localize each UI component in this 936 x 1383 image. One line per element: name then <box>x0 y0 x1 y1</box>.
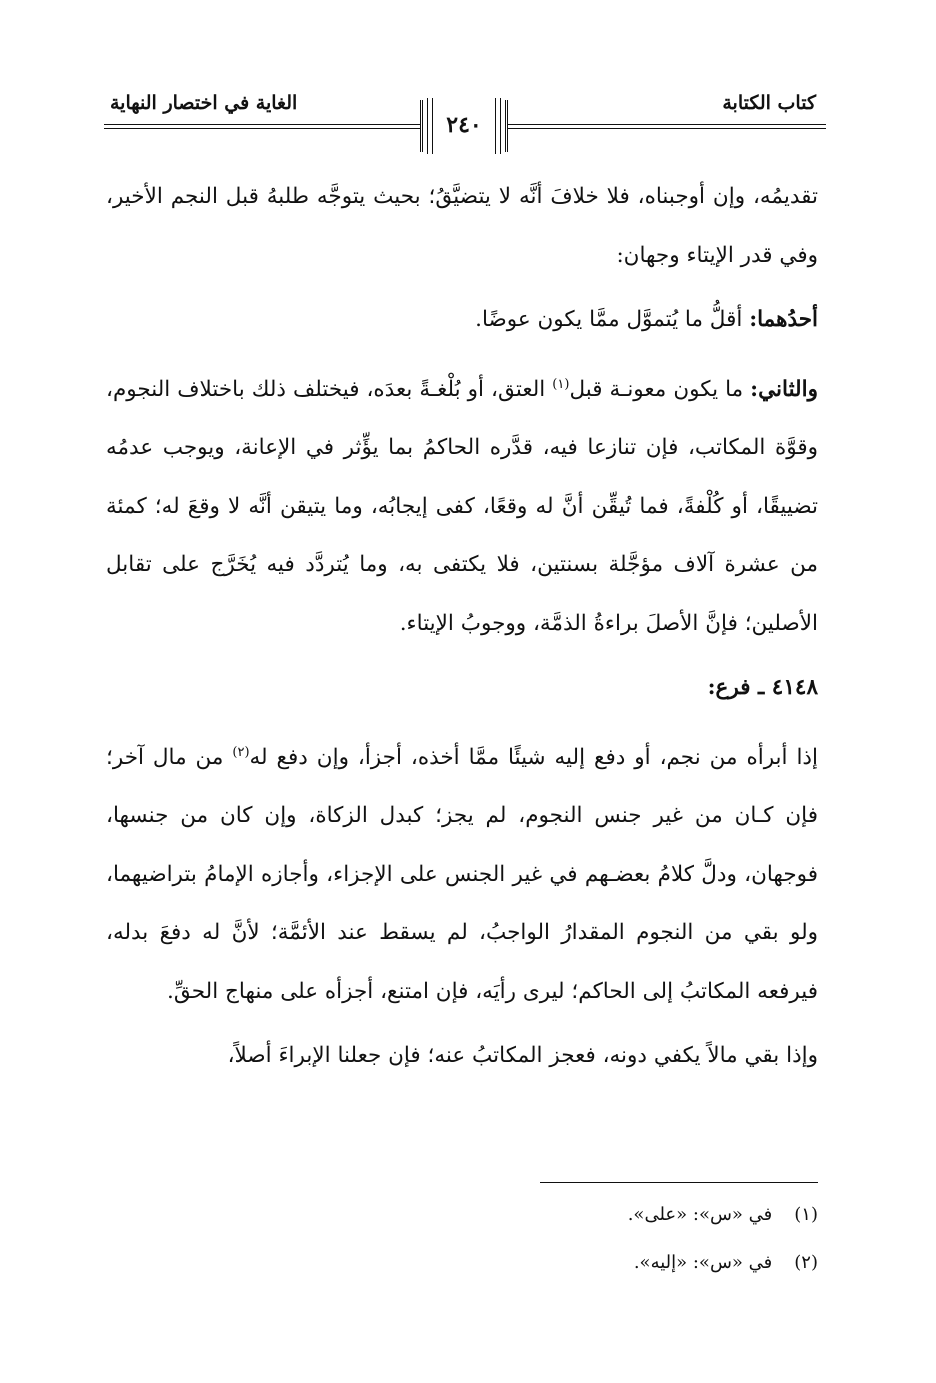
branch-text-a: إذا أبرأه من نجم، أو دفع إليه شيئًا ممَّا أخذه، أجزأ، وإن دفع له <box>249 744 818 770</box>
section-heading: ٤١٤٨ ـ فرع: <box>707 675 818 701</box>
paragraph-first-opinion <box>106 291 818 350</box>
paragraph-second-opinion <box>106 356 818 654</box>
footnote-rule <box>540 1182 818 1183</box>
footnote-1-text: في «س»: «على». <box>627 1204 773 1225</box>
footnote-1 <box>628 1204 818 1225</box>
first-opinion-text: أقلُّ ما يُتموَّل ممَّا يكون عوضًا. <box>475 307 743 332</box>
paragraph-1: تقديمُه، وإن أوجبناه، فلا خلافَ أنَّه لا يتضيَّقُ؛ بحيث يتوجَّه طلبهُ قبل النجم الأخير، وفي قدر الإيتاء وجهان: <box>106 184 818 268</box>
main-text <box>106 168 818 1086</box>
second-opinion-label: والثاني: <box>750 376 818 402</box>
running-header-book-title: الغاية في اختصار النهاية <box>110 92 298 114</box>
running-header-chapter: كتاب الكتابة <box>722 92 816 114</box>
footnote-ref-1[interactable]: (١) <box>552 376 570 392</box>
page-number: ٢٤٠ <box>446 112 482 138</box>
second-opinion-text-a: ما يكون معونـة قبل <box>569 376 744 402</box>
footnote-2-number: (٢) <box>794 1252 818 1273</box>
footnote-2 <box>634 1252 818 1273</box>
paragraph-branch <box>106 724 818 1022</box>
footnote-2-text: في «س»: «إليه». <box>633 1252 773 1273</box>
footnote-1-number: (١) <box>794 1204 818 1225</box>
branch-text-b: من مال آخر؛ فإن كـان من غير جنس النجوم، لم يجز؛ كبدل الزكاة، وإن كان من جنسها، فوجهان، ودلَّ كلامُ بعضـهم في غير الجنس على الإجزاء، وأجازه الإمامُ بتراضيهما، ولو بقي من النجوم المقدارُ الواجبُ، لم يسقط عند الأئمَّة؛ لأنَّ له دفعَ بدله، فيرفعه المكاتبُ إلى الحاكم؛ ليرى رأيَه، فإن امتنع، أجزأه على منهاج الحقِّ. <box>106 744 818 1004</box>
paragraph-last: وإذا بقي مالاً يكفي دونه، فعجز المكاتبُ عنه؛ فإن جعلنا الإبراءَ أصلاً، <box>227 1043 818 1069</box>
second-opinion-text-b: العتق، أو بُلْغـةً بعدَه، فيختلف ذلك باختلاف النجوم، وقوَّة المكاتب، فإن تنازعا فيه، قدَّره الحاكمُ بما يؤِّثر في الإعانة، ويوجب عدمُه تضييقًا، أو كُلْفةً، فما تُيقِّن أنَّ له وقعًا، كفى إيجابُه، وما يتيقن أنَّه لا وقعَ له؛ كمئة من عشرة آلاف مؤجَّلة بسنتين، فلا يكتفى به، وما يُتردَّد فيه يُخَرَّج على تقابل الأصلين؛ فإنَّ الأصلَ براءةُ الذمَّة، ووجوبُ الإيتاء. <box>106 376 818 636</box>
footnote-ref-2[interactable]: (٢) <box>232 744 250 760</box>
first-opinion-label: أحدُهما: <box>749 307 818 332</box>
page-number-frame <box>420 100 508 152</box>
